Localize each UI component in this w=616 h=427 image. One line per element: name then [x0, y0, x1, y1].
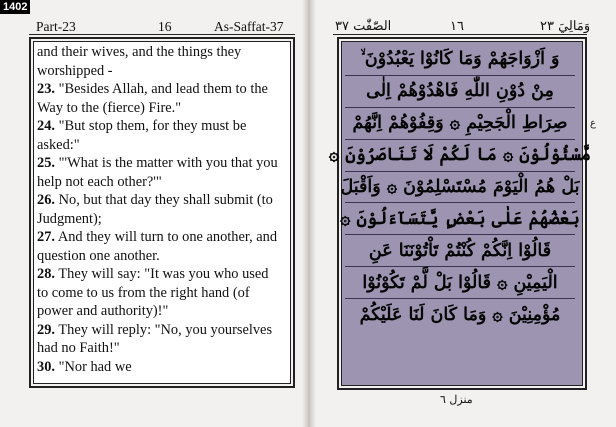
manzil-footer: منزل ٦ [440, 393, 473, 406]
verse-text: They will reply: "No, you yourselves had no Faith!" [37, 321, 273, 356]
arabic-line: مُؤْمِنِيْنَ ۞ وَمَا كَانَ لَنَا عَلَيْكُمْ [359, 304, 561, 325]
header-rule-right [333, 34, 587, 35]
verse-number: 23. [37, 81, 55, 97]
verse-paragraph [37, 265, 283, 321]
header-part-arabic: وَمَالِيَ ٢٣ [540, 19, 591, 34]
arabic-line: الْيَمِيْنِ ۞ قَالُوْا بَلْ لَّمْ تَكُوْنُوْا [345, 267, 575, 299]
book-gutter [302, 0, 316, 427]
header-surah: As-Saffat-37 [214, 19, 284, 34]
verse-text: "But stop them, for they must be asked:" [37, 118, 247, 153]
verse-paragraph [37, 228, 283, 265]
arabic-line: صِرَاطِ الْجَحِيْمِ ۞ وَقِفُوْهُمْ اِنَّهُمْ [345, 108, 575, 140]
verse-paragraph [37, 80, 283, 117]
ruku-margin-mark: ع [590, 118, 596, 129]
verse-paragraph [37, 154, 283, 191]
english-translation [37, 43, 283, 376]
verse-number: 25. [37, 155, 55, 171]
arabic-line: بَلْ هُمُ الْيَوْمَ مُسْتَسْلِمُوْنَ ۞ وَاَقْبَلَ [345, 172, 575, 204]
arabic-text [328, 44, 592, 330]
verse-paragraph [37, 358, 283, 377]
verse-text: "Nor had we [58, 358, 132, 375]
verse-text: No, but that day they shall submit (to Judgment); [37, 192, 273, 227]
header-rule-left [29, 34, 295, 35]
verse-text: They will say: "It was you who used to come to us from the right hand (of power and authority)!" [37, 266, 269, 319]
verse-text: "'What is the matter with you that you help not each other?'" [37, 155, 278, 190]
verse-number: 30. [37, 358, 55, 375]
verse-number: 29. [37, 321, 55, 338]
arabic-line: مَّسْئُوْلُوْنَ ۞ مَا لَكُمْ لَا تَنَاصَرُوْنَ ۞ [345, 140, 575, 172]
header-page-number: 16 [158, 19, 172, 34]
arabic-line: قَالُوْا اِنَّكُمْ كُنْتُمْ تَاْتُوْنَنَا عَنِ [345, 235, 575, 267]
image-number-badge: 1402 [0, 0, 30, 14]
verse-number: 24. [37, 118, 55, 134]
verse-number: 26. [37, 192, 55, 208]
header-part: Part-23 [36, 19, 76, 34]
header-surah-arabic: الصّٰفّٰت ٣٧ [335, 19, 392, 34]
verse-number: 28. [37, 266, 55, 282]
header-page-number-arabic: ١٦ [450, 19, 464, 34]
verse-text: and their wives, and the things they worshipped - [37, 44, 242, 79]
verse-paragraph [37, 191, 283, 228]
verse-text: "Besides Allah, and lead them to the Way to the (fierce) Fire." [37, 81, 268, 116]
verse-paragraph [37, 43, 283, 80]
verse-paragraph [37, 117, 283, 154]
arabic-line: بَعْضُهُمْ عَلٰى بَعْضٍ يَّتَسَآءَلُوْنَ ۞ [345, 203, 575, 235]
verse-paragraph [37, 321, 283, 358]
verse-text: And they will turn to one another, and question one another. [37, 229, 278, 264]
arabic-line: مِنْ دُوْنِ اللّٰهِ فَاهْدُوْهُمْ اِلٰى [345, 76, 575, 108]
verse-number: 27. [37, 229, 55, 245]
arabic-line: وَ اَزْوَاجَهُمْ وَمَا كَانُوْا يَعْبُدُوْنَ ۙ [345, 44, 575, 76]
